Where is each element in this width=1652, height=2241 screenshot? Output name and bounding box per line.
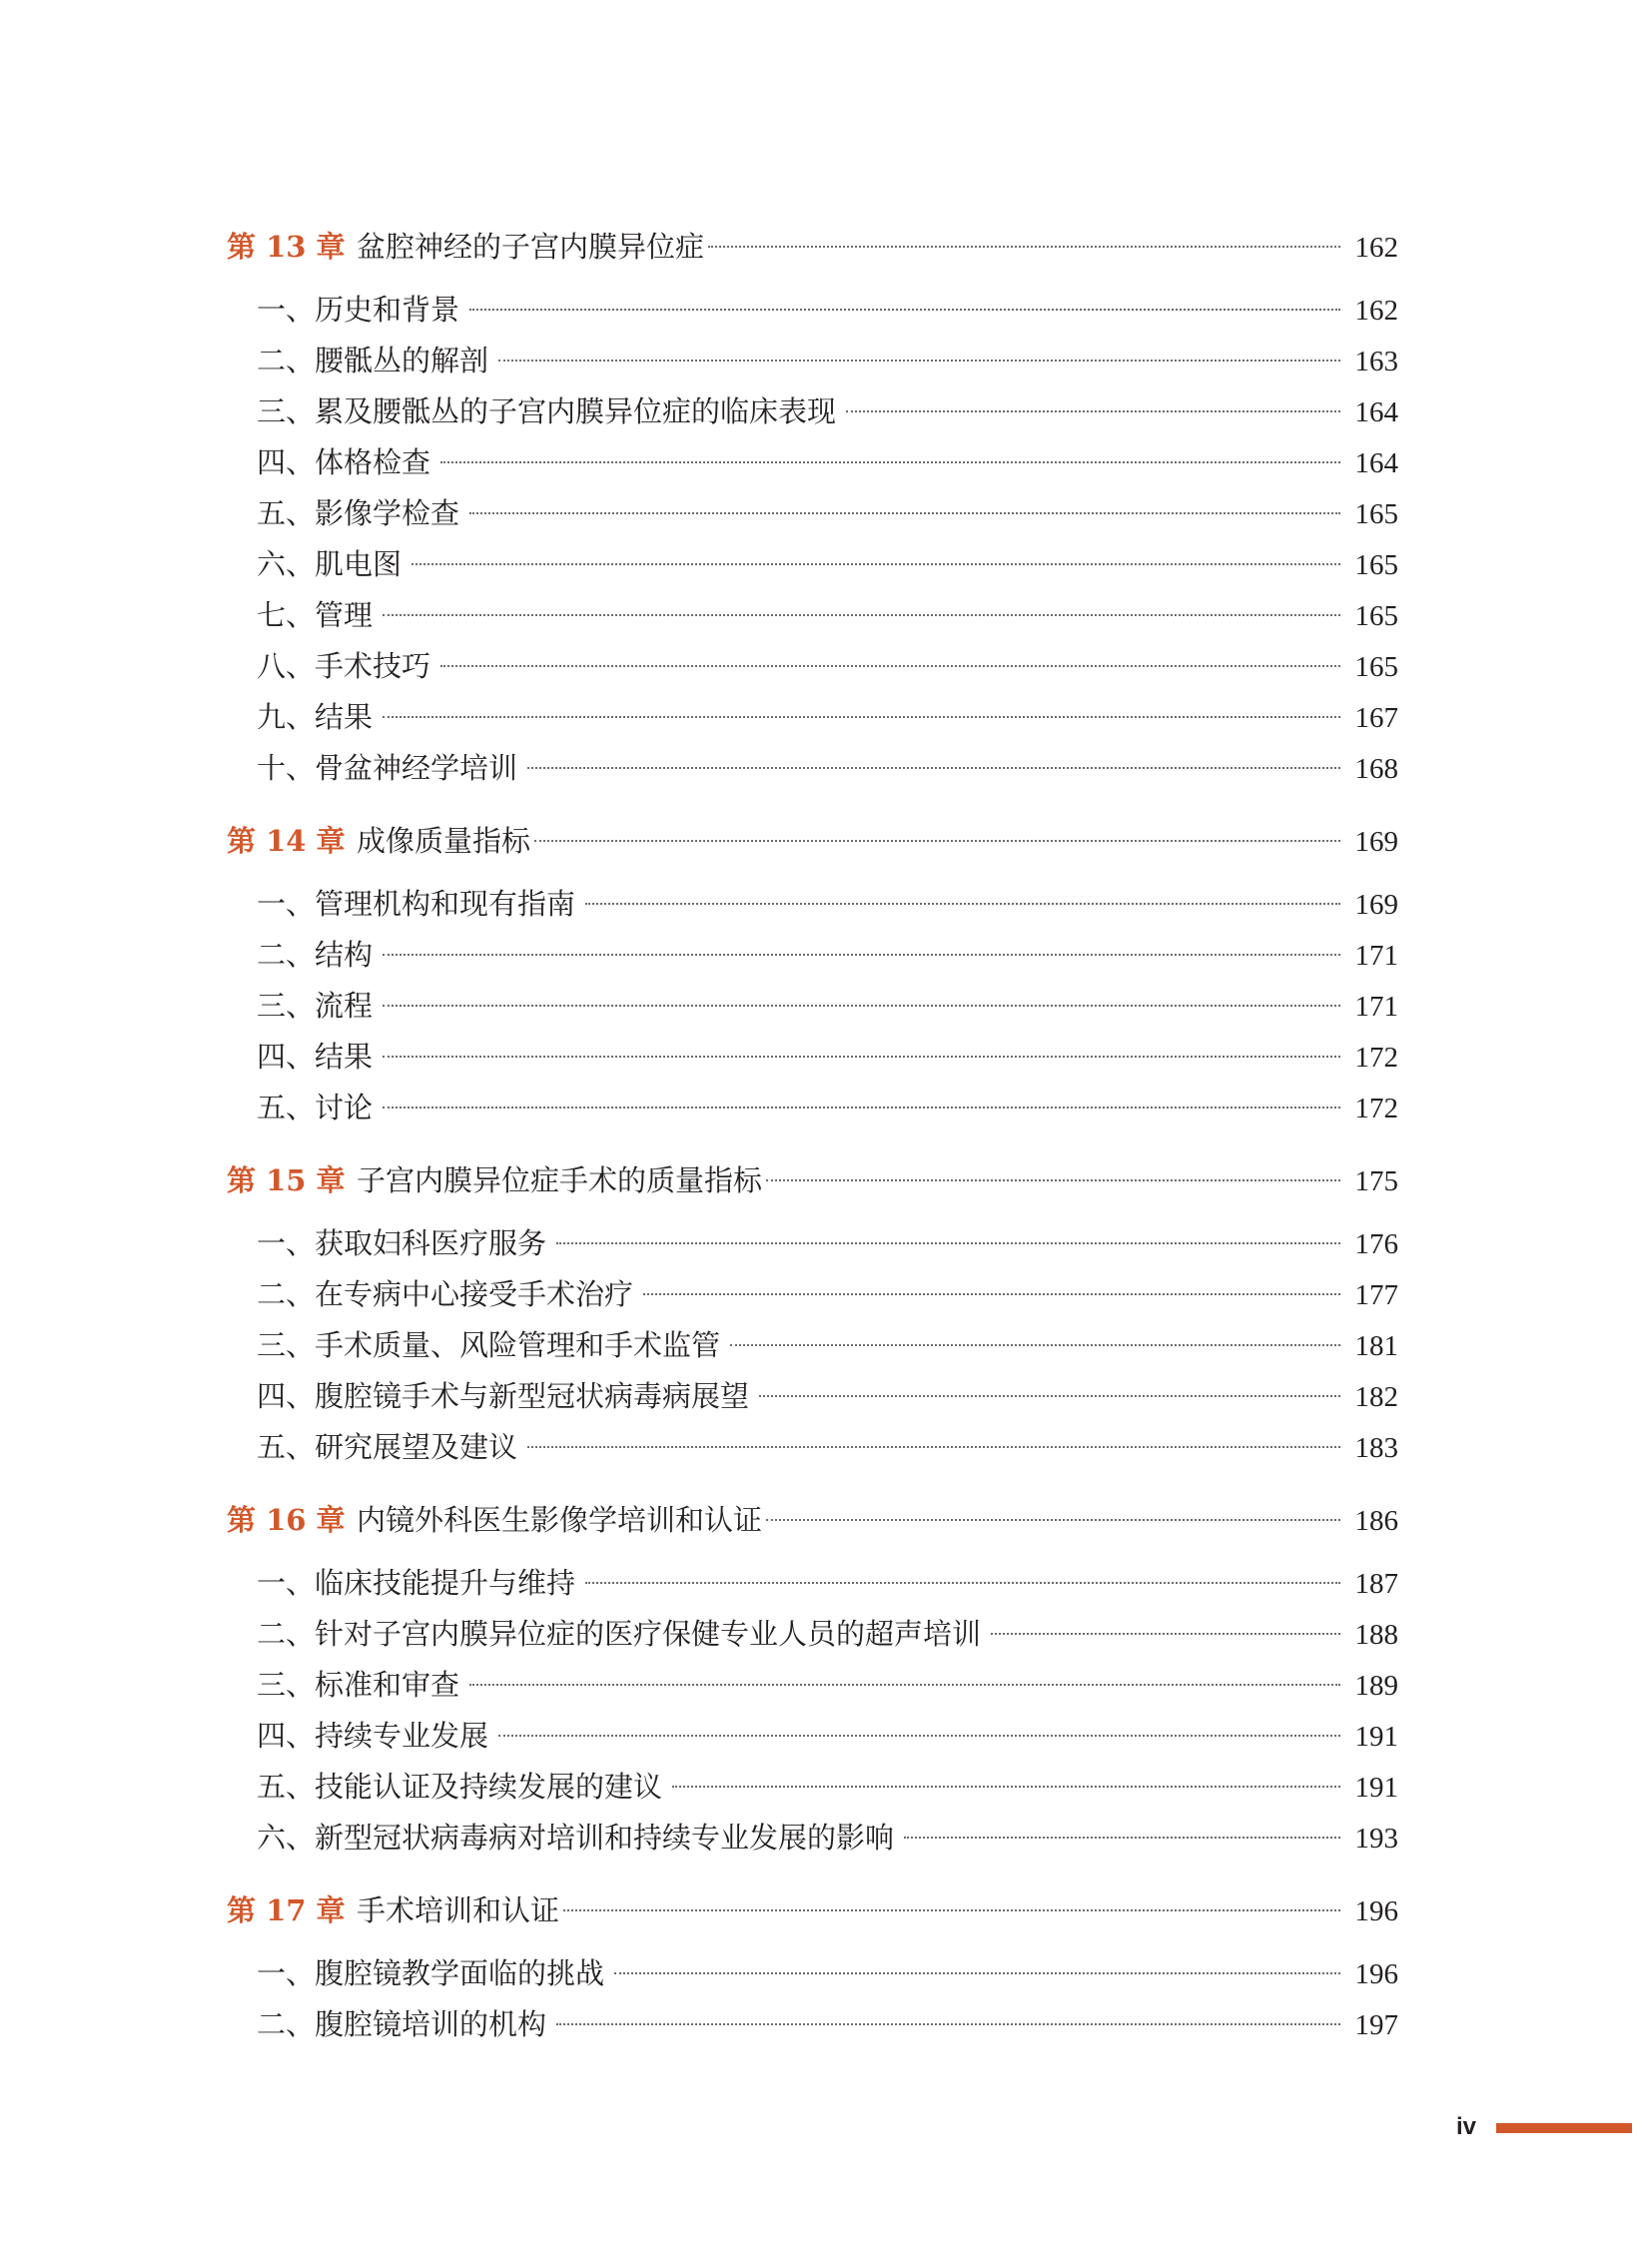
entry-title: 五、影像学检查	[257, 496, 460, 530]
toc-entry[interactable]	[227, 1762, 1398, 1813]
dot-leader	[469, 1684, 1340, 1686]
toc-entry[interactable]	[227, 1218, 1398, 1269]
dot-leader	[556, 2023, 1340, 2025]
entry-title: 三、标准和审查	[257, 1668, 460, 1702]
toc-entry[interactable]	[227, 386, 1398, 437]
dot-leader	[383, 1056, 1340, 1058]
page-number: 171	[1354, 991, 1398, 1023]
entry-title: 九、结果	[257, 700, 374, 734]
entry-title: 一、获取妇科医疗服务	[257, 1226, 547, 1260]
page-number: 171	[1354, 940, 1398, 972]
entry-title: 四、结果	[257, 1040, 374, 1074]
page-number: 164	[1354, 396, 1398, 428]
dot-leader	[383, 1107, 1340, 1109]
dot-leader	[759, 1395, 1340, 1397]
chapter-15	[227, 1155, 1398, 1473]
dot-leader	[614, 1972, 1340, 1974]
dot-leader	[672, 1786, 1340, 1788]
dot-leader	[585, 903, 1340, 905]
entry-title: 一、历史和背景	[257, 293, 460, 327]
entry-title: 二、腰骶丛的解剖	[257, 344, 489, 377]
dot-leader	[469, 309, 1340, 311]
chapter-number: 第 17 章	[227, 1893, 346, 1927]
page-number: 188	[1354, 1619, 1398, 1651]
toc-entry[interactable]	[227, 1813, 1398, 1864]
page-number: 165	[1354, 498, 1398, 530]
toc-entry[interactable]	[227, 1269, 1398, 1320]
dot-leader	[498, 360, 1340, 362]
entry-title: 四、持续专业发展	[257, 1719, 489, 1753]
page-number: 181	[1354, 1330, 1398, 1362]
toc-entry[interactable]	[227, 641, 1398, 692]
toc-entry[interactable]	[227, 488, 1398, 539]
entry-title: 五、技能认证及持续发展的建议	[257, 1770, 663, 1804]
chapter-number: 第 15 章	[227, 1163, 346, 1197]
dot-leader	[412, 563, 1340, 565]
dot-leader	[440, 461, 1340, 463]
dot-leader	[904, 1837, 1340, 1839]
page-number: 196	[1354, 1895, 1398, 1927]
toc-entry[interactable]	[227, 1948, 1398, 1999]
chapter-heading[interactable]	[227, 816, 1398, 867]
page-number: 183	[1354, 1432, 1398, 1464]
entry-title: 二、在专病中心接受手术治疗	[257, 1277, 634, 1311]
dot-leader	[527, 1446, 1340, 1448]
page-number: 164	[1354, 447, 1398, 479]
toc-entry[interactable]	[227, 879, 1398, 930]
chapter-14	[227, 816, 1398, 1133]
toc-entry[interactable]	[227, 743, 1398, 794]
chapter-title: 内镜外科医生影像学培训和认证	[357, 1503, 763, 1537]
entry-title: 二、针对子宫内膜异位症的医疗保健专业人员的超声培训	[257, 1617, 982, 1651]
dot-leader	[766, 1179, 1340, 1181]
toc-entry[interactable]	[227, 1660, 1398, 1711]
entry-title: 十、骨盆神经学培训	[257, 751, 518, 785]
page-number: 191	[1354, 1721, 1398, 1753]
toc-entry[interactable]	[227, 1609, 1398, 1660]
chapter-heading[interactable]	[227, 1155, 1398, 1206]
chapter-number: 第 16 章	[227, 1503, 346, 1537]
page-number: 197	[1354, 2009, 1398, 2041]
chapter-13	[227, 222, 1398, 794]
dot-leader	[383, 954, 1340, 956]
chapter-number: 第 13 章	[227, 230, 346, 264]
toc-entry[interactable]	[227, 437, 1398, 488]
page-number: 189	[1354, 1670, 1398, 1702]
entry-title: 八、手术技巧	[257, 649, 431, 683]
dot-leader	[846, 410, 1340, 412]
entry-title: 三、手术质量、风险管理和手术监管	[257, 1328, 721, 1362]
toc-entry[interactable]	[227, 930, 1398, 981]
entry-title: 五、研究展望及建议	[257, 1430, 518, 1464]
chapter-heading[interactable]	[227, 222, 1398, 273]
toc-entry[interactable]	[227, 1558, 1398, 1609]
entry-title: 二、结构	[257, 938, 374, 972]
dot-leader	[469, 512, 1340, 514]
toc-entry[interactable]	[227, 1422, 1398, 1473]
chapter-title: 成像质量指标	[357, 824, 531, 858]
page-number: 176	[1354, 1228, 1398, 1260]
page-number: 172	[1354, 1093, 1398, 1124]
entry-title: 五、讨论	[257, 1091, 374, 1124]
dot-leader	[498, 1735, 1340, 1737]
page-number: 196	[1354, 1958, 1398, 1990]
dot-leader	[730, 1344, 1340, 1346]
dot-leader	[643, 1293, 1340, 1295]
toc-entry[interactable]	[227, 336, 1398, 386]
page-number: 177	[1354, 1279, 1398, 1311]
page-number: 162	[1354, 232, 1398, 264]
entry-title: 三、累及腰骶丛的子宫内膜异位症的临床表现	[257, 394, 837, 428]
page-number: 169	[1354, 889, 1398, 921]
toc-entry[interactable]	[227, 1711, 1398, 1762]
dot-leader	[585, 1582, 1340, 1584]
dot-leader	[527, 767, 1340, 769]
page-number: 165	[1354, 651, 1398, 683]
chapter-number: 第 14 章	[227, 824, 346, 858]
page-number: 168	[1354, 753, 1398, 785]
table-of-contents	[227, 222, 1398, 2072]
entry-title: 六、新型冠状病毒病对培训和持续专业发展的影响	[257, 1821, 895, 1855]
page-number: 182	[1354, 1381, 1398, 1413]
entry-title: 四、体格检查	[257, 445, 431, 479]
toc-entry[interactable]	[227, 590, 1398, 641]
chapter-heading[interactable]	[227, 1495, 1398, 1546]
entry-title: 四、腹腔镜手术与新型冠状病毒病展望	[257, 1379, 750, 1413]
dot-leader	[991, 1633, 1340, 1635]
chapter-17	[227, 1885, 1398, 2050]
chapter-heading[interactable]	[227, 1885, 1398, 1936]
toc-entry[interactable]	[227, 1032, 1398, 1083]
chapter-title: 手术培训和认证	[357, 1893, 560, 1927]
page-number: 165	[1354, 549, 1398, 581]
page-number: 165	[1354, 600, 1398, 632]
dot-leader	[534, 840, 1340, 842]
toc-entry[interactable]	[227, 1999, 1398, 2050]
dot-leader	[440, 665, 1340, 667]
dot-leader	[563, 1909, 1340, 1911]
page-number: 169	[1354, 826, 1398, 858]
toc-entry[interactable]	[227, 285, 1398, 336]
page-number: 167	[1354, 702, 1398, 734]
chapter-16	[227, 1495, 1398, 1864]
dot-leader	[383, 1005, 1340, 1007]
dot-leader	[766, 1519, 1340, 1521]
toc-entry[interactable]	[227, 692, 1398, 743]
dot-leader	[383, 716, 1340, 718]
dot-leader	[708, 246, 1340, 248]
entry-title: 一、管理机构和现有指南	[257, 887, 576, 921]
entry-title: 三、流程	[257, 989, 374, 1023]
page-number: 175	[1354, 1165, 1398, 1197]
entry-title: 六、肌电图	[257, 547, 403, 581]
entry-title: 二、腹腔镜培训的机构	[257, 2007, 547, 2041]
chapter-title: 子宫内膜异位症手术的质量指标	[357, 1163, 763, 1197]
toc-entry[interactable]	[227, 1371, 1398, 1422]
folio-accent-bar	[1496, 2123, 1632, 2133]
entry-title: 七、管理	[257, 598, 374, 632]
chapter-title: 盆腔神经的子宫内膜异位症	[357, 230, 705, 264]
toc-entry[interactable]	[227, 1083, 1398, 1133]
entry-title: 一、临床技能提升与维持	[257, 1566, 576, 1600]
dot-leader	[556, 1242, 1340, 1244]
page-folio: iv	[1456, 2113, 1477, 2140]
toc-entry[interactable]	[227, 981, 1398, 1032]
page-number: 186	[1354, 1505, 1398, 1537]
page-number: 172	[1354, 1042, 1398, 1074]
page-number: 163	[1354, 346, 1398, 377]
page-number: 191	[1354, 1772, 1398, 1804]
entry-title: 一、腹腔镜教学面临的挑战	[257, 1956, 605, 1990]
page-number: 193	[1354, 1823, 1398, 1855]
page-number: 187	[1354, 1568, 1398, 1600]
toc-entry[interactable]	[227, 1320, 1398, 1371]
dot-leader	[383, 614, 1340, 616]
page-number: 162	[1354, 295, 1398, 327]
toc-entry[interactable]	[227, 539, 1398, 590]
